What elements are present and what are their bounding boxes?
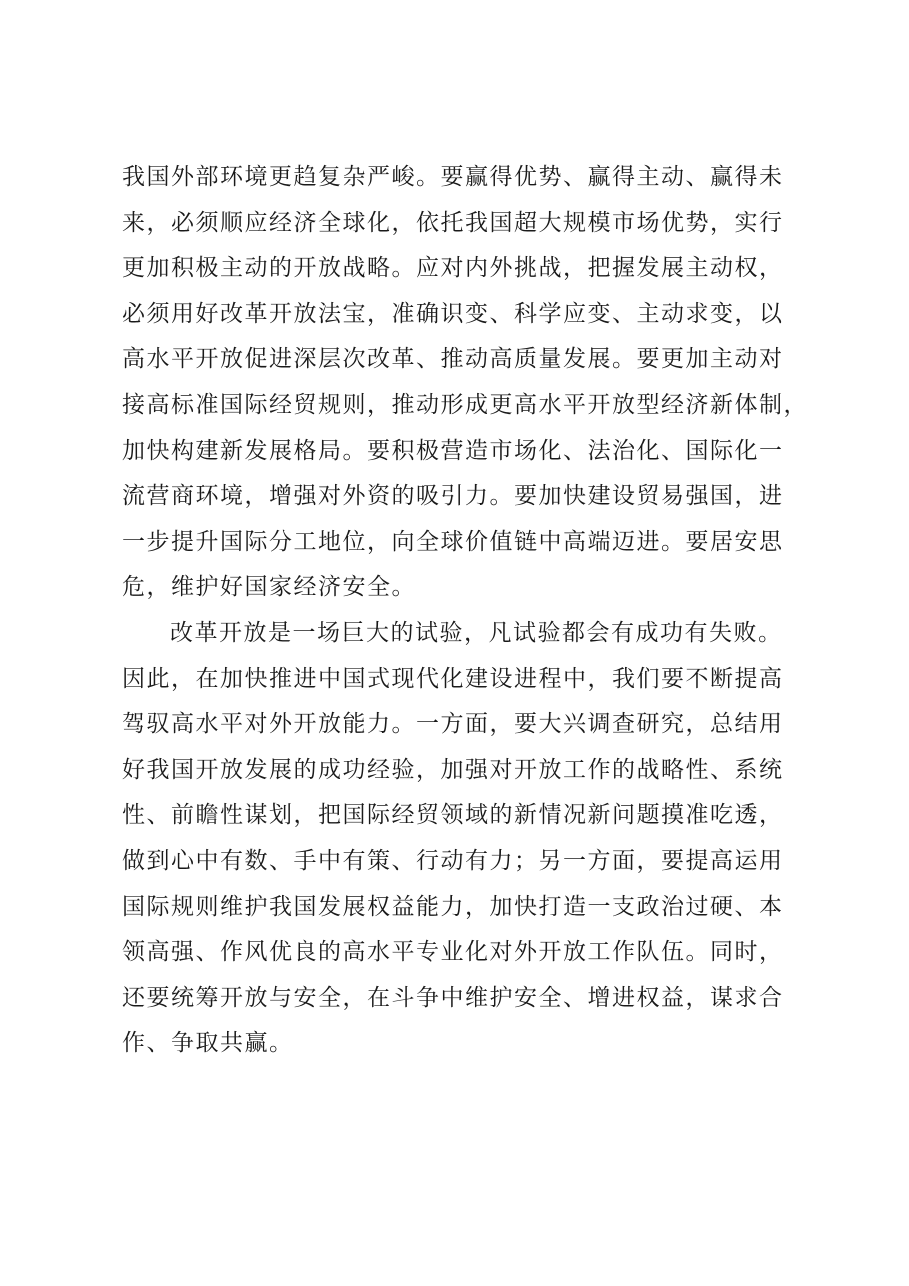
text-line: 因此，在加快推进中国式现代化建设进程中，我们要不断提高 [122, 665, 784, 692]
text-line: 加快构建新发展格局。要积极营造市场化、法治化、国际化一 [122, 437, 784, 464]
text-line: 做到心中有数、手中有策、行动有力；另一方面，要提高运用 [122, 847, 784, 874]
text-line: 还要统筹开放与安全，在斗争中维护安全、增进权益，谋求合 [122, 984, 784, 1011]
text-line: 必须用好改革开放法宝，准确识变、科学应变、主动求变，以 [122, 300, 784, 327]
text-line: 领高强、作风优良的高水平专业化对外开放工作队伍。同时， [122, 939, 784, 966]
text-line: 来，必须顺应经济全球化，依托我国超大规模市场优势，实行 [122, 209, 784, 236]
text-line: 高水平开放促进深层次改革、推动高质量发展。要更加主动对 [122, 346, 784, 373]
paragraph-1 [122, 155, 822, 611]
text-line: 好我国开放发展的成功经验，加强对开放工作的战略性、系统 [122, 756, 784, 783]
text-line: 更加积极主动的开放战略。应对内外挑战，把握发展主动权， [122, 255, 784, 282]
text-line: 性、前瞻性谋划，把国际经贸领域的新情况新问题摸准吃透， [122, 802, 784, 829]
text-line: 危，维护好国家经济安全。 [122, 574, 416, 601]
text-line: 国际规则维护我国发展权益能力，加快打造一支政治过硬、本 [122, 893, 784, 920]
paragraph-2 [122, 611, 822, 1067]
text-line: 我国外部环境更趋复杂严峻。要赢得优势、赢得主动、赢得未 [122, 164, 784, 190]
text-line: 驾驭高水平对外开放能力。一方面，要大兴调查研究，总结用 [122, 711, 784, 738]
text-line: 作、争取共赢。 [122, 1030, 294, 1057]
text-line-indented: 改革开放是一场巨大的试验，凡试验都会有成功有失败。 [170, 619, 783, 646]
text-line: 流营商环境，增强对外资的吸引力。要加快建设贸易强国，进 [122, 483, 784, 510]
document-body [122, 155, 822, 1067]
text-line: 一步提升国际分工地位，向全球价值链中高端迈进。要居安思 [122, 528, 784, 555]
text-line: 接高标准国际经贸规则，推动形成更高水平开放型经济新体制， [122, 391, 808, 418]
